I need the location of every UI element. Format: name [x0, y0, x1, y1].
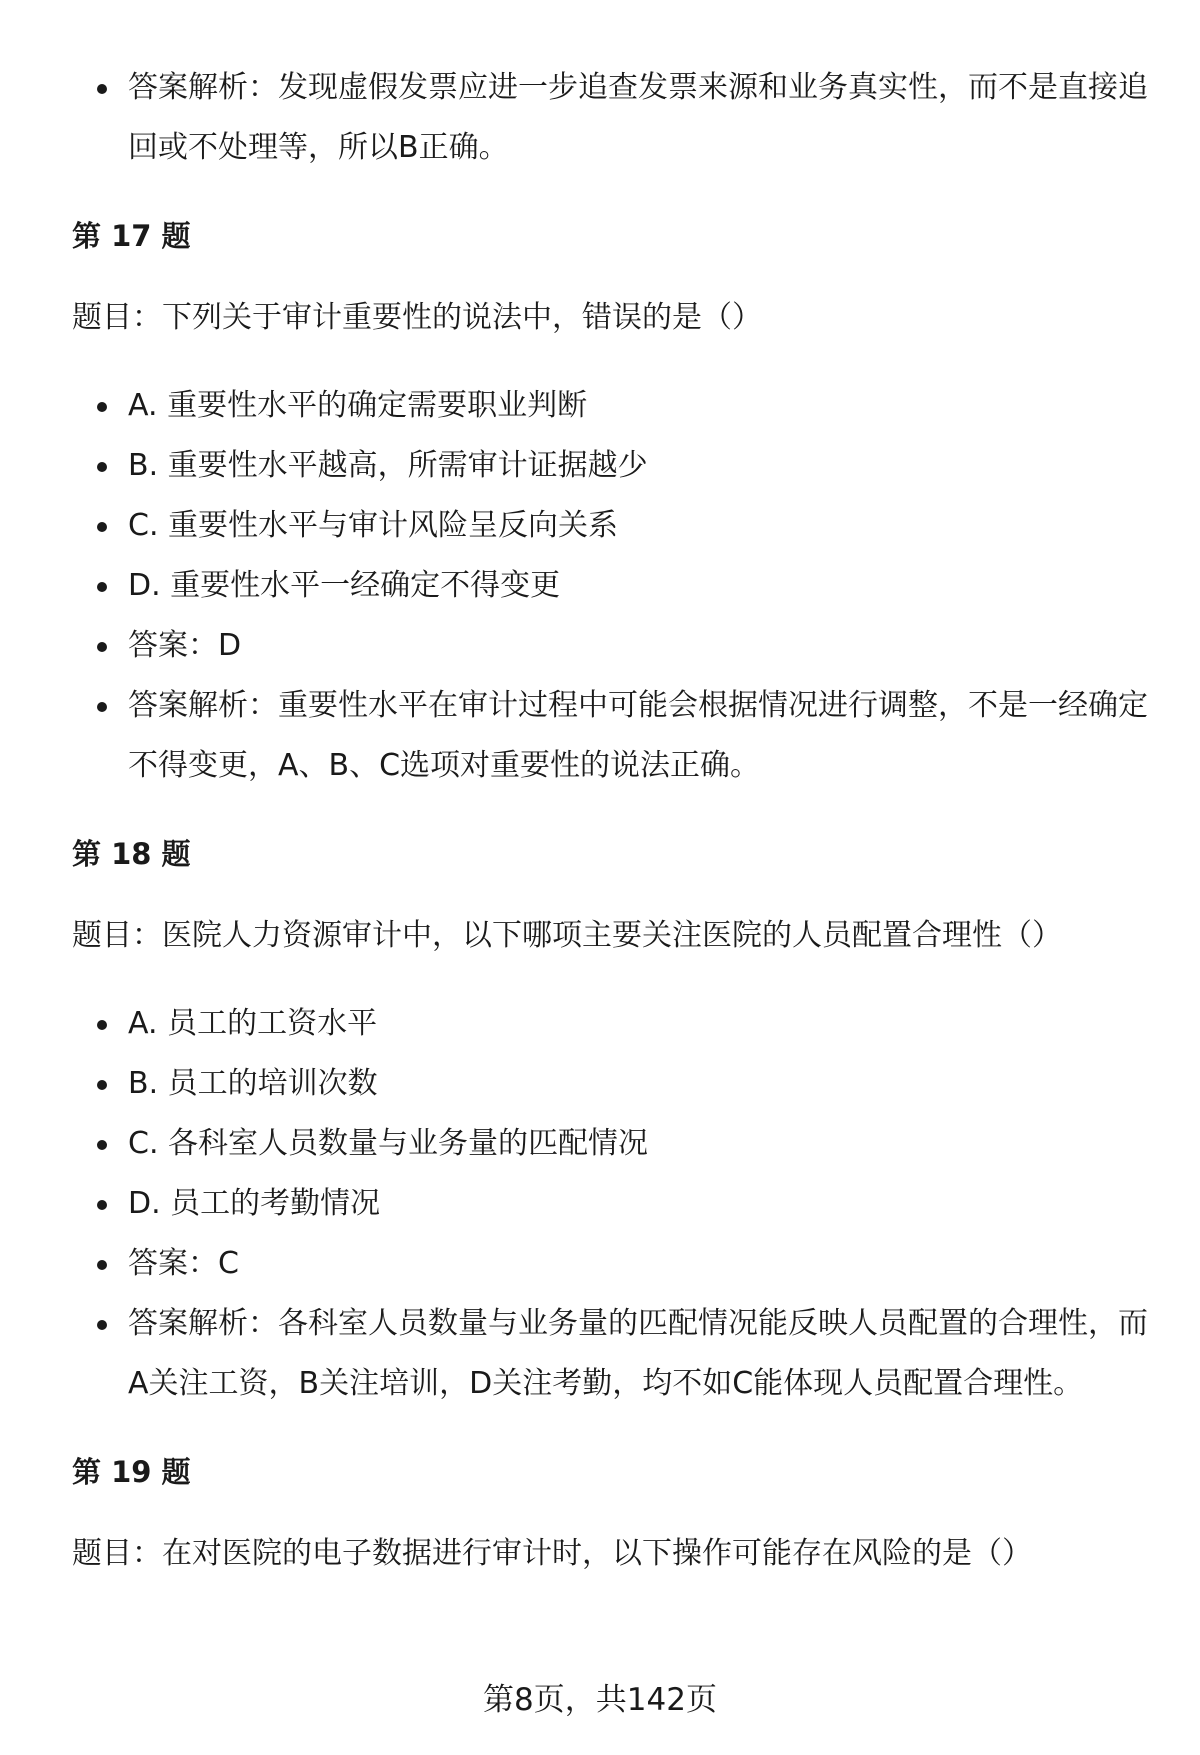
option-text: C. 各科室人员数量与业务量的匹配情况	[128, 1126, 649, 1161]
option-a	[72, 994, 1152, 1054]
bullet-dot	[97, 522, 107, 532]
page-content	[72, 58, 1152, 1574]
option-text: A. 员工的工资水平	[128, 1006, 378, 1041]
option-d	[72, 556, 1152, 616]
bullet-dot	[97, 402, 107, 412]
question-stem: 题目：在对医院的电子数据进行审计时，以下操作可能存在风险的是（）	[72, 1536, 1032, 1571]
bullet-dot	[97, 1020, 107, 1030]
option-d	[72, 1174, 1152, 1234]
answer	[72, 616, 1152, 676]
bullet-dot	[97, 642, 107, 652]
option-b	[72, 436, 1152, 496]
bullet-dot	[97, 582, 107, 592]
question-stem: 题目：下列关于审计重要性的说法中，错误的是（）	[72, 300, 762, 335]
bullet-dot	[97, 1140, 107, 1150]
option-text: A. 重要性水平的确定需要职业判断	[128, 388, 588, 423]
answer-text: 答案：D	[128, 628, 242, 663]
option-text: B. 员工的培训次数	[128, 1066, 378, 1101]
option-b	[72, 1054, 1152, 1114]
question-options-list	[72, 376, 1152, 796]
option-a	[72, 376, 1152, 436]
answer	[72, 1234, 1152, 1294]
bullet-dot	[97, 702, 107, 712]
bullet-dot	[97, 1200, 107, 1210]
bullet-dot	[97, 1080, 107, 1090]
answer-analysis	[72, 676, 1152, 796]
prev-question-list	[72, 58, 1152, 178]
bullet-dot	[97, 1260, 107, 1270]
bullet-dot	[97, 462, 107, 472]
question-heading: 第 18 题	[72, 837, 191, 871]
option-c	[72, 1114, 1152, 1174]
answer-analysis-text: 答案解析：各科室人员数量与业务量的匹配情况能反映人员配置的合理性，而A关注工资，B关注培训，D关注考勤，均不如C能体现人员配置合理性。	[128, 1306, 1148, 1401]
question-heading: 第 19 题	[72, 1455, 191, 1489]
bullet-dot	[97, 84, 107, 94]
answer-text: 答案：C	[128, 1246, 239, 1281]
answer-analysis-text: 答案解析：重要性水平在审计过程中可能会根据情况进行调整，不是一经确定不得变更，A、B、C选项对重要性的说法正确。	[128, 688, 1148, 783]
question-heading: 第 17 题	[72, 219, 191, 253]
option-c	[72, 496, 1152, 556]
answer-analysis	[72, 58, 1152, 178]
option-text: B. 重要性水平越高，所需审计证据越少	[128, 448, 648, 483]
answer-analysis	[72, 1294, 1152, 1414]
question-options-list	[72, 994, 1152, 1414]
question-stem: 题目：医院人力资源审计中，以下哪项主要关注医院的人员配置合理性（）	[72, 918, 1062, 953]
option-text: D. 重要性水平一经确定不得变更	[128, 568, 561, 603]
bullet-dot	[97, 1320, 107, 1330]
page-indicator: 第8页，共142页	[483, 1682, 717, 1718]
option-text: C. 重要性水平与审计风险呈反向关系	[128, 508, 619, 543]
answer-analysis-text: 答案解析：发现虚假发票应进一步追查发票来源和业务真实性，而不是直接追回或不处理等，所以B正确。	[128, 70, 1148, 165]
option-text: D. 员工的考勤情况	[128, 1186, 381, 1221]
